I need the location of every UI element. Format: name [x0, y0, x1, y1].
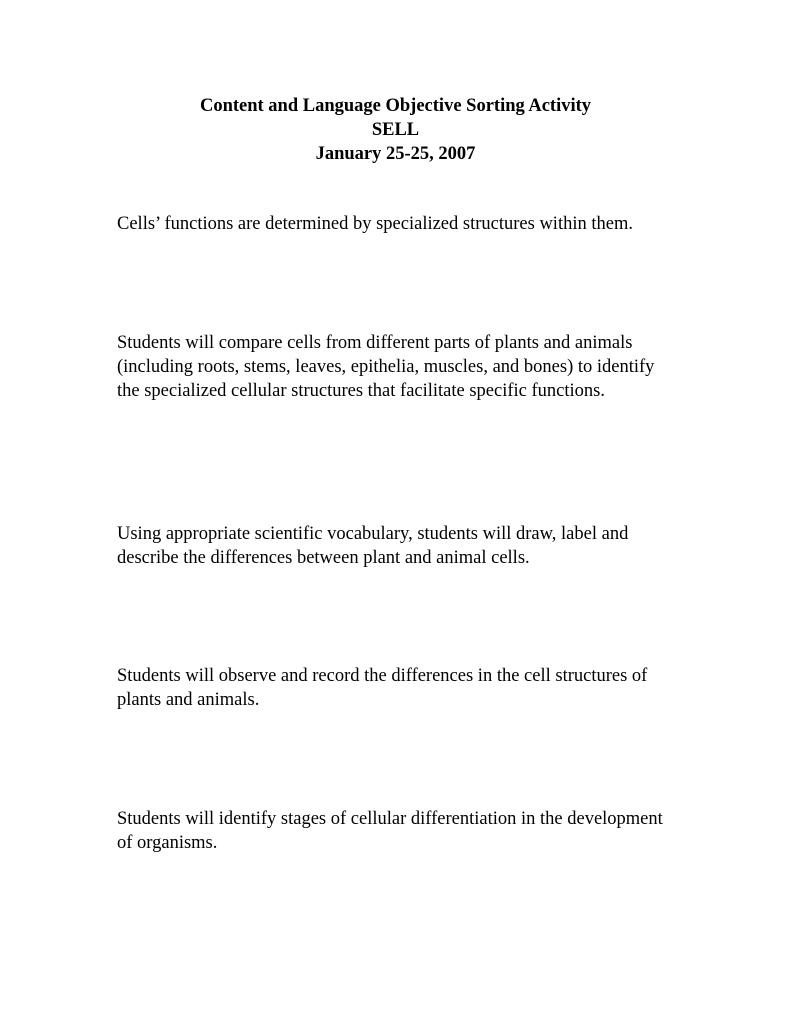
- document-subtitle: SELL: [371, 120, 420, 140]
- objective-paragraph-1: Cells’ functions are determined by specialized structures within them.: [117, 214, 633, 234]
- objective-paragraph-4: Students will observe and record the differences in the cell structures of plants and animals.: [117, 666, 648, 710]
- title-block: [0, 94, 791, 166]
- objective-paragraph-2: Students will compare cells from different parts of plants and animals (including roots, stems, leaves, epithelia, muscles, and bones) to identify the specialized cellular structures that facilitate specific functions.: [117, 333, 655, 401]
- document-date: January 25-25, 2007: [315, 144, 476, 164]
- objective-paragraph-5: Students will identify stages of cellular differentiation in the development of organisms.: [117, 809, 663, 853]
- objective-paragraph-3: Using appropriate scientific vocabulary, students will draw, label and describe the differences between plant and animal cells.: [117, 524, 629, 568]
- document-title: Content and Language Objective Sorting Activity: [199, 96, 592, 116]
